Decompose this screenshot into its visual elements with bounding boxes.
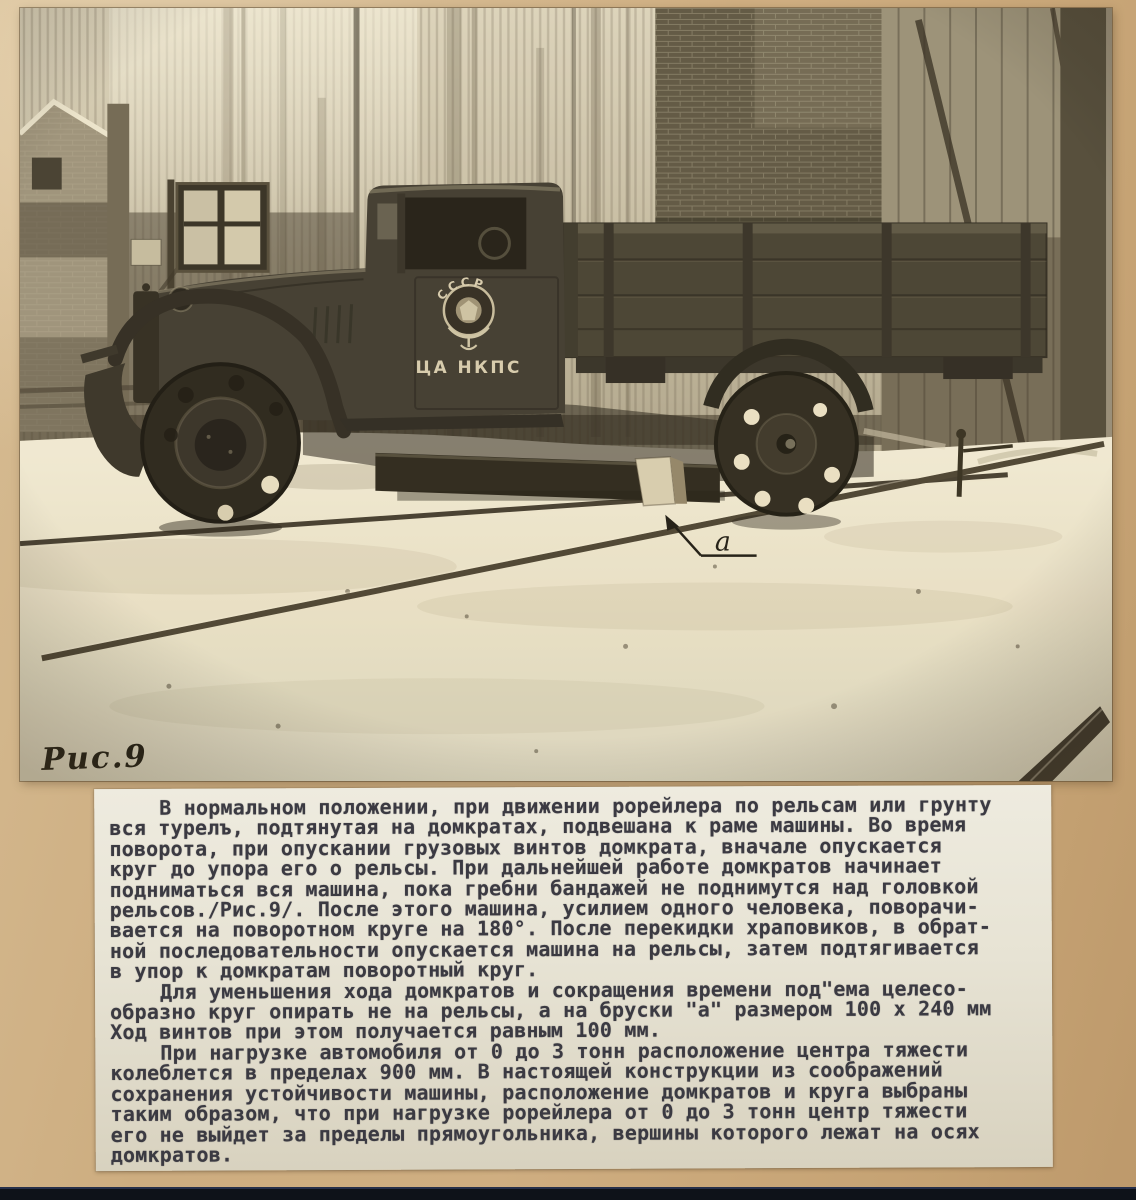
photo-illustration [20,8,1112,781]
note-line: Ход винтов при этом получается равным 100 мм. [110,1018,662,1045]
note-line: в упор к домкратам поворотный круг. [109,957,539,984]
note-line: круг до упора его о рельсы. При дальнейшей работе домкратов начинает [109,853,942,882]
note-line: сохранения устойчивости машины, расположение домкратов и круга выбраны [110,1077,968,1106]
scan-edge-strip [0,1187,1136,1200]
note-line: вся турелъ, подтянутая на домкратах, подвешана к раме машины. Во время [109,812,967,841]
note-line: Для уменьшения хода домкратов и сокращения времени под"ема целесо- [160,975,969,1004]
note-line: домкратов. [110,1142,234,1167]
note-line: В нормальном положении, при движении рорейлера по рельсам или грунту [159,792,992,820]
note-line: поворота, при опускании грузовых винтов домкрата, вначале опускается [109,833,942,861]
note-line: ной последовательности опускается машина на рельсы, затем подтягивается [109,935,980,963]
note-line: колеблется в пределах 900 мм. В настоящей конструкции из соображений [110,1057,943,1086]
figure-photo [20,8,1112,781]
note-line: его не выйдет за пределы прямоугольника, вершины которого лежат на осях [110,1118,980,1147]
typewritten-note [94,785,1053,1171]
note-line: При нагрузке автомобиля от 0 до 3 тонн расположение центра тяжести [160,1037,969,1065]
note-line: таким образом, что при нагрузке рорейлера от 0 до 3 тонн центр тяжести [110,1098,968,1127]
note-line: подниматься вся машина, пока гребни бандажей не поднимутся над головкой [109,873,979,902]
vignette-overlay [20,8,1112,781]
note-line: образно круг опирать не на рельсы, а на бруски "а" размером 100 х 240 мм [110,996,992,1025]
note-line: рельсов./Рис.9/. После этого машина, усилием одного человека, поворачи- [109,894,979,923]
note-line: вается на поворотном круге на 180°. После перекидки храповиков, в обрат- [109,914,992,943]
